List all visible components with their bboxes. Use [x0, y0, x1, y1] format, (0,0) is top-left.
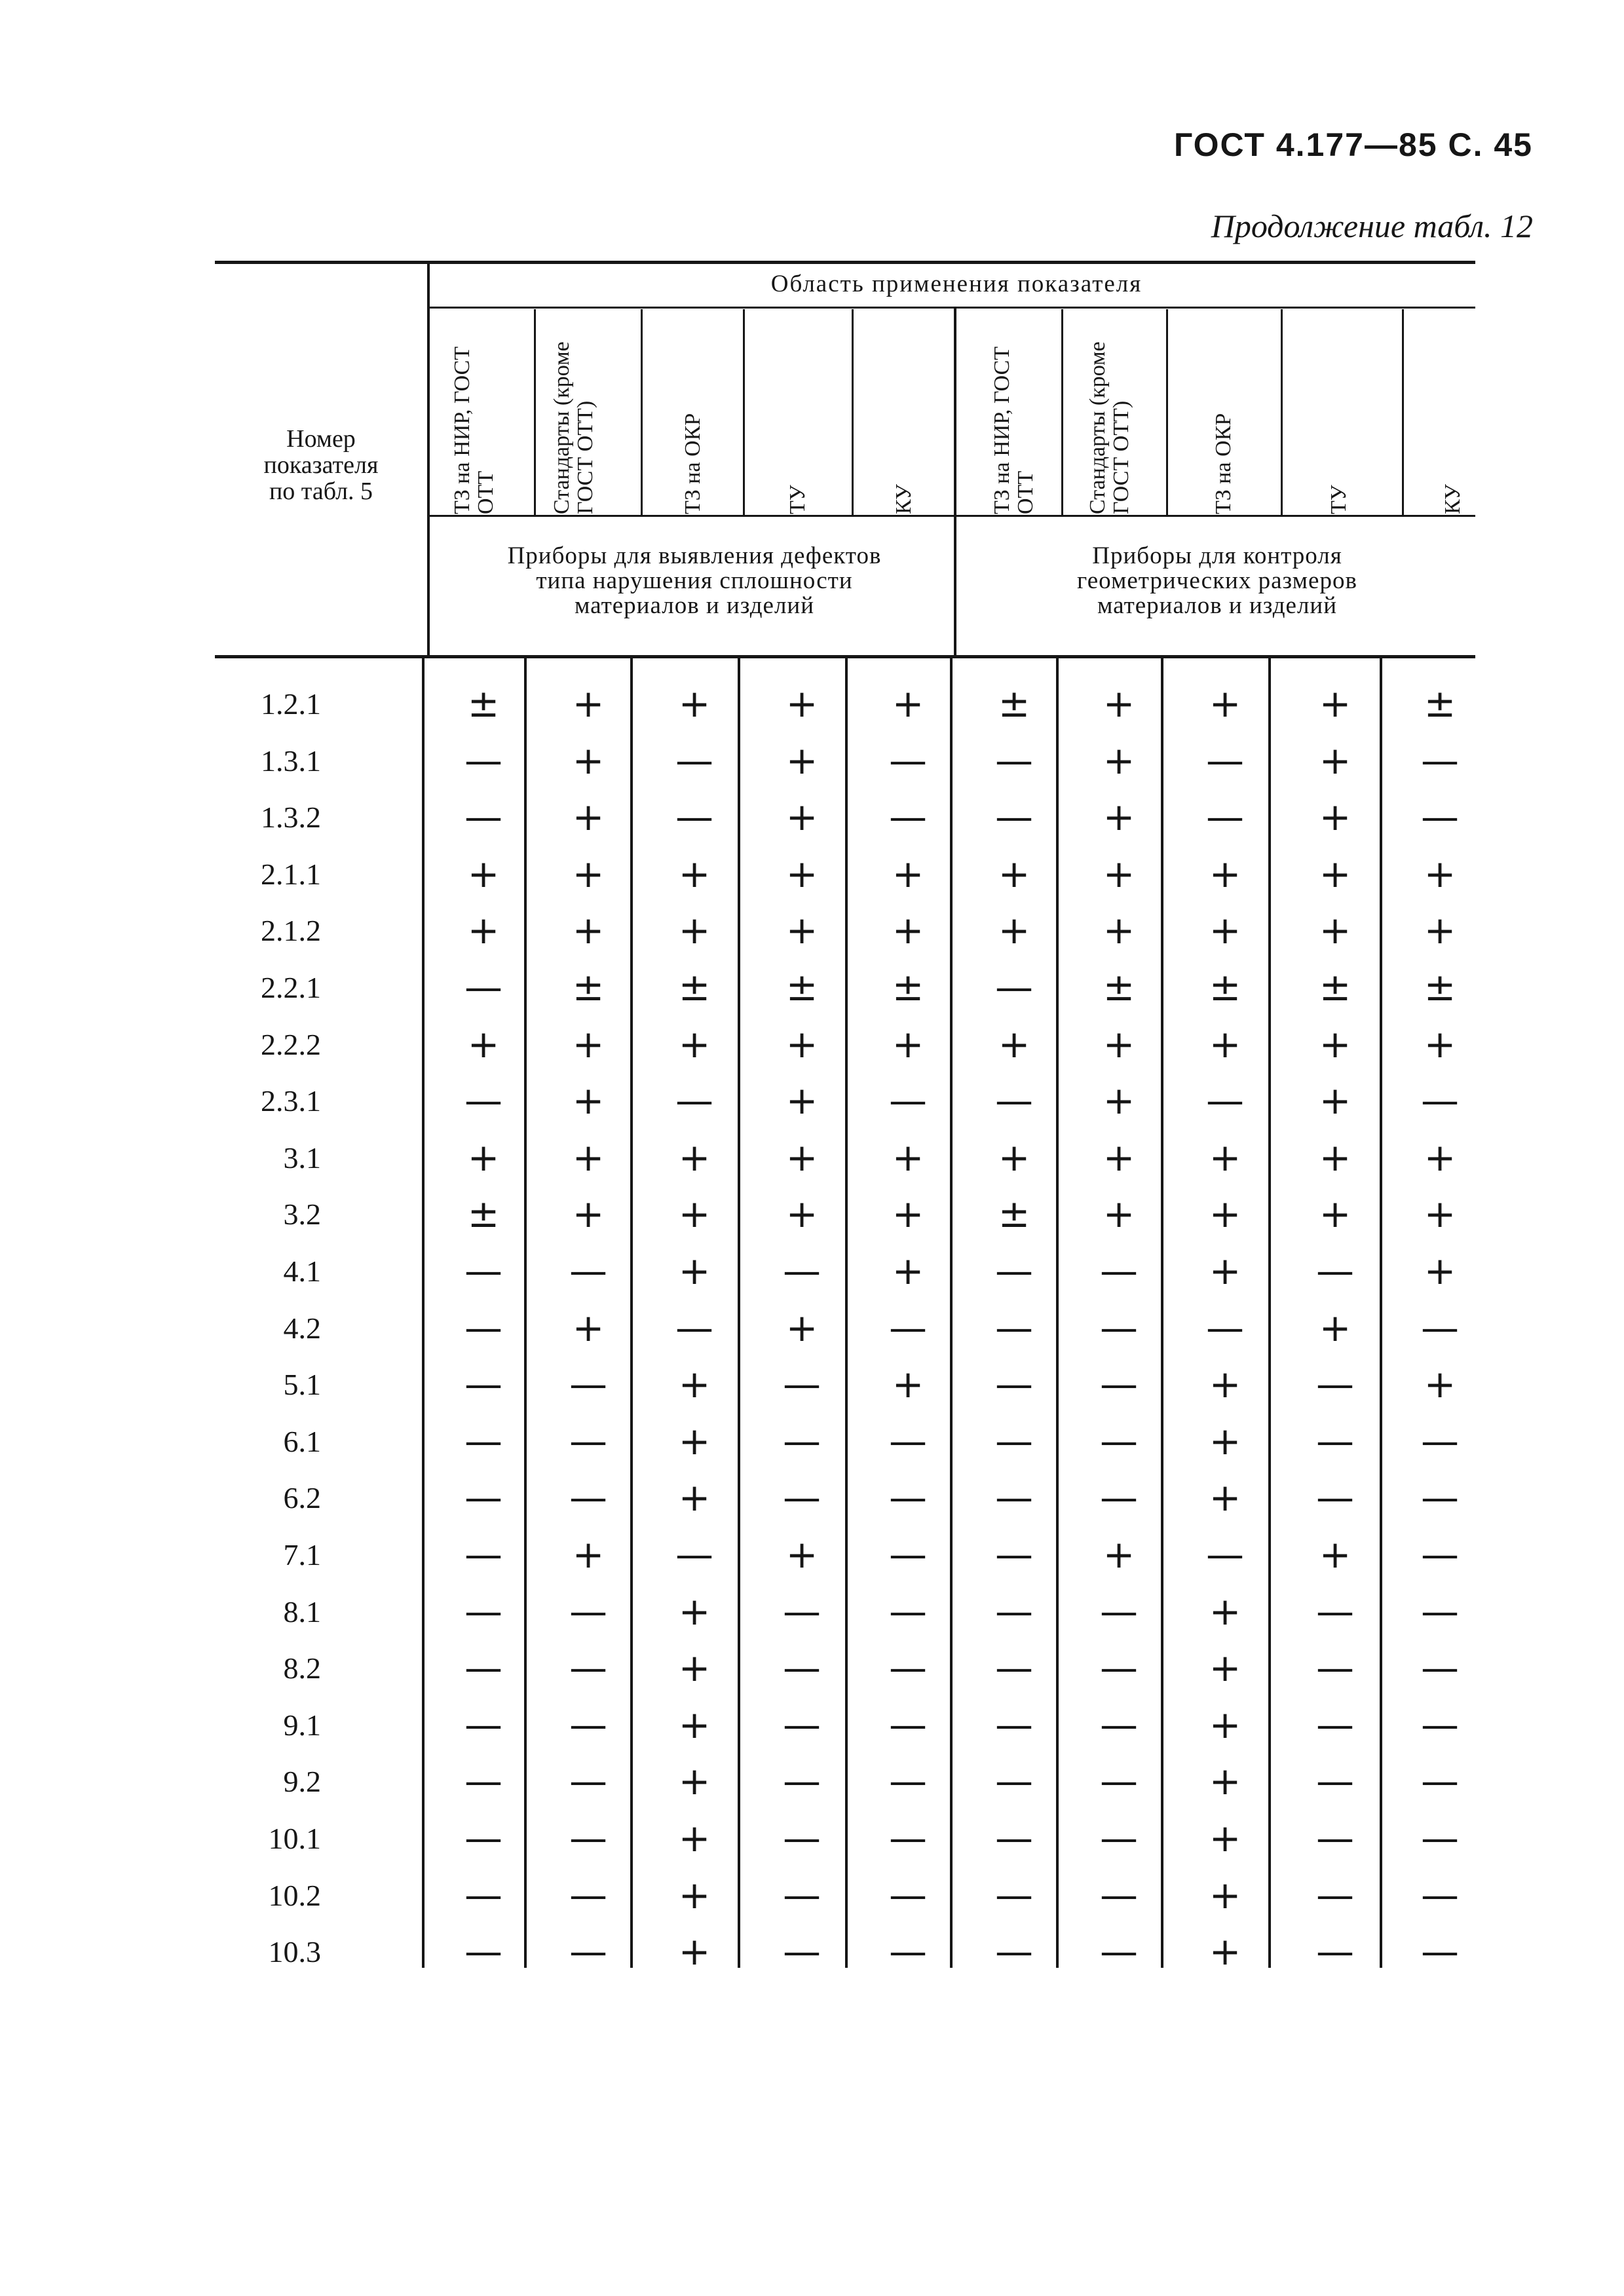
table-cell: ±	[467, 681, 500, 726]
table-cell: +	[1103, 1192, 1135, 1236]
table-cell: +	[1209, 852, 1241, 896]
table-cell: +	[678, 1475, 711, 1520]
table-cell: —	[464, 1929, 502, 1974]
table-cell: —	[1206, 795, 1244, 839]
table-cell: +	[1319, 795, 1351, 839]
table-cell: —	[889, 1475, 927, 1520]
table-cell: —	[1100, 1249, 1138, 1293]
row-number: 8.1	[283, 1595, 321, 1628]
table-cell: —	[569, 1362, 607, 1406]
table-cell: —	[889, 1078, 927, 1123]
table-cell: +	[572, 852, 605, 896]
table-cell: —	[569, 1646, 607, 1690]
table-cell: +	[1424, 852, 1456, 896]
row-number: 2.3.1	[261, 1084, 321, 1118]
column-heading: КУ	[892, 483, 916, 514]
table-cell: +	[1209, 1362, 1241, 1406]
table-cell: —	[1316, 1703, 1354, 1747]
table-cell: +	[1209, 1475, 1241, 1520]
table-cell: —	[783, 1646, 821, 1690]
table-cell: +	[1103, 795, 1135, 839]
table-cell: +	[1424, 1022, 1456, 1066]
table-cell: +	[785, 681, 818, 726]
table-cell: —	[569, 1589, 607, 1634]
table-cell: ±	[1103, 965, 1135, 1009]
table-cell: +	[678, 1703, 711, 1747]
table-cell: ±	[1424, 965, 1456, 1009]
table-cell: —	[1316, 1759, 1354, 1803]
group-title-geometry: Приборы для контроля геометрических размеров материалов и изделий	[1077, 542, 1357, 619]
number-column-separator	[427, 263, 430, 656]
row-number: 6.1	[283, 1425, 321, 1458]
row-number: 1.3.1	[261, 744, 321, 778]
table-cell: +	[572, 1135, 605, 1180]
table-cell: —	[783, 1929, 821, 1974]
table-cell: —	[889, 1646, 927, 1690]
table-cell: —	[1421, 738, 1459, 783]
row-number: 2.1.1	[261, 857, 321, 891]
table-cell: —	[1316, 1362, 1354, 1406]
table-cell: —	[995, 1589, 1033, 1634]
table-cell: —	[889, 1419, 927, 1463]
header-col-separator	[743, 309, 745, 515]
table-cell: —	[1421, 1532, 1459, 1577]
table-cell: +	[678, 1135, 711, 1180]
table-cell: —	[1206, 1306, 1244, 1350]
table-cell: +	[1103, 1532, 1135, 1577]
table-cell: +	[1209, 1646, 1241, 1690]
table-cell: —	[1316, 1475, 1354, 1520]
table-cell: +	[785, 1532, 818, 1577]
table-cell: —	[995, 795, 1033, 839]
header-col-separator	[852, 309, 854, 515]
table-cell: —	[1316, 1249, 1354, 1293]
table-cell: +	[678, 1362, 711, 1406]
table-cell: +	[1319, 908, 1351, 952]
table-cell: +	[998, 1022, 1030, 1066]
table-cell: +	[1319, 1306, 1351, 1350]
area-title-rule	[430, 307, 1475, 309]
table-cell: +	[1319, 852, 1351, 896]
table-cell: +	[892, 1022, 924, 1066]
table-cell: +	[1103, 852, 1135, 896]
table-cell: +	[1319, 738, 1351, 783]
row-number: 2.2.1	[261, 971, 321, 1004]
table-cell: —	[995, 1703, 1033, 1747]
table-cell: —	[1100, 1759, 1138, 1803]
table-cell: —	[1100, 1816, 1138, 1860]
table-cell: —	[569, 1475, 607, 1520]
column-heading: ТУ	[1327, 485, 1351, 514]
table-cell: —	[464, 1873, 502, 1917]
table-cell: +	[678, 1419, 711, 1463]
table-cell: +	[572, 681, 605, 726]
row-number: 2.1.2	[261, 914, 321, 947]
table-cell: +	[1103, 1135, 1135, 1180]
table-cell: +	[572, 908, 605, 952]
table-cell: —	[464, 1589, 502, 1634]
table-cell: +	[785, 1078, 818, 1123]
table-cell: +	[1103, 738, 1135, 783]
table-cell: —	[675, 1532, 713, 1577]
table-cell: +	[998, 908, 1030, 952]
table-cell: —	[889, 1816, 927, 1860]
table-cell: —	[1206, 1078, 1244, 1123]
table-cell: +	[785, 1192, 818, 1236]
table-cell: +	[678, 1816, 711, 1860]
table-cell: +	[572, 738, 605, 783]
table-cell: +	[998, 852, 1030, 896]
table-cell: —	[1421, 1703, 1459, 1747]
row-number: 10.3	[268, 1935, 321, 1968]
table-cell: +	[892, 1362, 924, 1406]
table-cell: +	[467, 852, 500, 896]
row-number: 3.2	[283, 1197, 321, 1231]
table-cell: +	[1209, 1873, 1241, 1917]
table-cell: —	[464, 1475, 502, 1520]
table-cell: +	[1319, 1022, 1351, 1066]
table-cell: ±	[467, 1192, 500, 1236]
table-cell: —	[995, 1249, 1033, 1293]
table-cell: —	[1421, 1475, 1459, 1520]
table-cell: +	[678, 908, 711, 952]
table-cell: +	[1103, 681, 1135, 726]
table-cell: +	[678, 1192, 711, 1236]
table-cell: —	[783, 1249, 821, 1293]
table-cell: +	[785, 738, 818, 783]
table-cell: +	[678, 1589, 711, 1634]
table-cell: —	[783, 1589, 821, 1634]
table-cell: +	[785, 1022, 818, 1066]
table-cell: —	[675, 795, 713, 839]
table-cell: —	[1316, 1816, 1354, 1860]
table-cell: +	[572, 1306, 605, 1350]
table-cell: —	[889, 1759, 927, 1803]
table-cell: —	[464, 1249, 502, 1293]
row-number: 7.1	[283, 1538, 321, 1571]
row-number: 1.3.2	[261, 800, 321, 834]
table-cell: +	[467, 1135, 500, 1180]
table-cell: +	[1319, 681, 1351, 726]
table-cell: +	[1103, 1022, 1135, 1066]
table-cell: ±	[572, 965, 605, 1009]
table-cell: —	[889, 1703, 927, 1747]
column-heading: ТЗ на НИР, ГОСТ ОТТ	[450, 346, 498, 514]
header-col-separator	[534, 309, 536, 515]
table-cell: —	[783, 1703, 821, 1747]
table-cell: —	[1421, 1873, 1459, 1917]
table-cell: ±	[998, 681, 1030, 726]
table-cell: +	[1103, 908, 1135, 952]
table-cell: —	[1421, 1759, 1459, 1803]
table-cell: +	[785, 908, 818, 952]
body-col-separator	[738, 658, 740, 1968]
table-cell: —	[889, 1306, 927, 1350]
row-number: 4.2	[283, 1311, 321, 1345]
table-cell: —	[783, 1362, 821, 1406]
column-heading: ТУ	[785, 485, 810, 514]
table-cell: —	[569, 1703, 607, 1747]
table-cell: —	[1100, 1873, 1138, 1917]
table-cell: ±	[998, 1192, 1030, 1236]
table-cell: —	[1421, 1646, 1459, 1690]
body-col-separator	[630, 658, 633, 1968]
table-cell: —	[995, 1873, 1033, 1917]
table-cell: —	[1100, 1419, 1138, 1463]
table-cell: —	[995, 1306, 1033, 1350]
header-col-separator	[1061, 309, 1063, 515]
table-cell: —	[464, 965, 502, 1009]
row-number: 8.2	[283, 1651, 321, 1685]
header-col-separator	[641, 309, 643, 515]
table-cell: +	[467, 908, 500, 952]
table-cell: —	[1316, 1929, 1354, 1974]
table-cell: —	[464, 1816, 502, 1860]
row-number: 6.2	[283, 1481, 321, 1515]
table-cell: +	[1319, 1532, 1351, 1577]
row-number: 3.1	[283, 1141, 321, 1175]
table-cell: —	[1421, 1419, 1459, 1463]
table-cell: +	[572, 795, 605, 839]
table-cell: +	[678, 1022, 711, 1066]
table-cell: —	[1316, 1589, 1354, 1634]
table-cell: —	[464, 1703, 502, 1747]
table-cell: +	[678, 681, 711, 726]
table-cell: —	[1421, 1816, 1459, 1860]
row-number: 10.2	[268, 1879, 321, 1912]
table-cell: +	[678, 1929, 711, 1974]
group-separator	[954, 308, 956, 656]
table-cell: +	[998, 1135, 1030, 1180]
table-cell: +	[892, 1192, 924, 1236]
table-cell: —	[995, 1646, 1033, 1690]
table-cell: —	[783, 1419, 821, 1463]
column-heading: Стандарты (кроме ГОСТ ОТТ)	[550, 341, 597, 514]
table-cell: —	[464, 795, 502, 839]
table-cell: +	[572, 1532, 605, 1577]
table-cell: +	[1209, 1759, 1241, 1803]
row-number: 10.1	[268, 1822, 321, 1855]
table-cell: —	[569, 1873, 607, 1917]
table-cell: —	[889, 738, 927, 783]
row-number: 9.2	[283, 1765, 321, 1798]
table-cell: —	[675, 1306, 713, 1350]
table-cell: ±	[1209, 965, 1241, 1009]
table-cell: —	[995, 1475, 1033, 1520]
table-cell: ±	[892, 965, 924, 1009]
table-cell: —	[1100, 1929, 1138, 1974]
header-col-separator	[1166, 309, 1168, 515]
table-cell: +	[1424, 1362, 1456, 1406]
table-cell: +	[572, 1022, 605, 1066]
table-cell: —	[889, 795, 927, 839]
table-cell: —	[889, 1532, 927, 1577]
table-cell: +	[1424, 908, 1456, 952]
table-cell: +	[785, 1135, 818, 1180]
column-heading: Стандарты (кроме ГОСТ ОТТ)	[1086, 341, 1133, 514]
column-heading: ТЗ на ОКР	[1211, 413, 1236, 514]
table-cell: ±	[678, 965, 711, 1009]
table-cell: +	[678, 852, 711, 896]
table-cell: —	[1100, 1646, 1138, 1690]
table-cell: —	[569, 1816, 607, 1860]
table-cell: —	[1421, 1589, 1459, 1634]
table-cell: —	[1100, 1703, 1138, 1747]
table-cell: —	[569, 1249, 607, 1293]
table-cell: —	[783, 1873, 821, 1917]
table-cell: —	[995, 965, 1033, 1009]
table-cell: —	[1316, 1873, 1354, 1917]
table-cell: —	[1100, 1306, 1138, 1350]
table-cell: +	[1319, 1135, 1351, 1180]
row-number: 2.2.2	[261, 1028, 321, 1061]
table-cell: +	[678, 1759, 711, 1803]
table-cell: +	[1209, 1192, 1241, 1236]
column-heading: ТЗ на ОКР	[681, 413, 705, 514]
table-top-rule	[215, 261, 1475, 264]
table-cell: —	[1421, 1078, 1459, 1123]
table-cell: +	[892, 1135, 924, 1180]
body-col-separator	[1056, 658, 1059, 1968]
table-cell: +	[1209, 1022, 1241, 1066]
table-cell: —	[464, 738, 502, 783]
table-cell: +	[467, 1022, 500, 1066]
table-cell: +	[678, 1646, 711, 1690]
column-heading: ТЗ на НИР, ГОСТ ОТТ	[990, 346, 1038, 514]
table-cell: +	[1209, 1135, 1241, 1180]
table-cell: ±	[785, 965, 818, 1009]
table-cell: —	[995, 738, 1033, 783]
table-cell: +	[572, 1078, 605, 1123]
table-cell: —	[995, 1816, 1033, 1860]
table-cell: +	[892, 908, 924, 952]
body-col-separator	[845, 658, 848, 1968]
table-cell: +	[1103, 1078, 1135, 1123]
page-header: ГОСТ 4.177—85 С. 45	[1173, 126, 1533, 163]
table-cell: —	[995, 1759, 1033, 1803]
table-cell: —	[464, 1646, 502, 1690]
table-cell: +	[678, 1873, 711, 1917]
table-cell: —	[995, 1362, 1033, 1406]
table-cell: —	[569, 1419, 607, 1463]
table-cell: —	[675, 738, 713, 783]
table-cell: —	[1421, 795, 1459, 839]
row-number: 4.1	[283, 1254, 321, 1288]
table-cell: —	[995, 1532, 1033, 1577]
table-cell: +	[1209, 681, 1241, 726]
table-continuation-label: Продолжение табл. 12	[1211, 208, 1533, 244]
table-cell: +	[1424, 1192, 1456, 1236]
table-cell: —	[1100, 1362, 1138, 1406]
table-cell: +	[572, 1192, 605, 1236]
table-cell: —	[464, 1078, 502, 1123]
table-cell: —	[1100, 1475, 1138, 1520]
table-cell: —	[464, 1362, 502, 1406]
column-heading-rule	[430, 515, 1475, 517]
table-cell: +	[1319, 1078, 1351, 1123]
table-cell: —	[1316, 1419, 1354, 1463]
header-col-separator	[1281, 309, 1283, 515]
table-cell: +	[892, 1249, 924, 1293]
table-cell: +	[785, 795, 818, 839]
table-cell: —	[464, 1306, 502, 1350]
table-cell: —	[1100, 1589, 1138, 1634]
table-cell: +	[1209, 1703, 1241, 1747]
table-cell: +	[785, 1306, 818, 1350]
table-cell: +	[1209, 1816, 1241, 1860]
table-cell: +	[892, 681, 924, 726]
number-column-header: Номер показателя по табл. 5	[263, 425, 379, 505]
table-cell: +	[1209, 1929, 1241, 1974]
table-cell: +	[1319, 1192, 1351, 1236]
table-cell: —	[783, 1759, 821, 1803]
table-cell: +	[1424, 1135, 1456, 1180]
body-col-separator	[1380, 658, 1382, 1968]
column-heading: КУ	[1441, 483, 1465, 514]
table-cell: +	[1209, 1589, 1241, 1634]
body-col-separator	[950, 658, 953, 1968]
group-title-defects: Приборы для выявления дефектов типа нарушения сплошности материалов и изделий	[507, 542, 882, 619]
table-cell: ±	[1424, 681, 1456, 726]
table-cell: —	[889, 1873, 927, 1917]
table-cell: —	[464, 1759, 502, 1803]
table-cell: —	[783, 1816, 821, 1860]
body-col-separator	[422, 658, 425, 1968]
table-cell: —	[464, 1419, 502, 1463]
table-cell: —	[995, 1078, 1033, 1123]
row-number: 5.1	[283, 1368, 321, 1401]
table-cell: —	[783, 1475, 821, 1520]
table-cell: —	[675, 1078, 713, 1123]
body-col-separator	[524, 658, 527, 1968]
table-cell: +	[1209, 908, 1241, 952]
table-cell: —	[889, 1589, 927, 1634]
table-cell: —	[1206, 1532, 1244, 1577]
table-cell: —	[889, 1929, 927, 1974]
table-cell: —	[1421, 1306, 1459, 1350]
table-cell: +	[678, 1249, 711, 1293]
row-number: 9.1	[283, 1708, 321, 1742]
header-col-separator	[1402, 309, 1404, 515]
body-col-separator	[1268, 658, 1271, 1968]
body-col-separator	[1161, 658, 1163, 1968]
table-cell: —	[995, 1929, 1033, 1974]
table-cell: —	[1206, 738, 1244, 783]
table-cell: +	[1209, 1419, 1241, 1463]
table-cell: +	[785, 852, 818, 896]
table-cell: —	[1316, 1646, 1354, 1690]
table-cell: +	[892, 852, 924, 896]
table-cell: ±	[1319, 965, 1351, 1009]
row-number: 1.2.1	[261, 687, 321, 721]
table-cell: —	[995, 1419, 1033, 1463]
area-title: Область применения показателя	[770, 271, 1142, 297]
table-cell: —	[569, 1759, 607, 1803]
table-cell: —	[569, 1929, 607, 1974]
table-cell: —	[464, 1532, 502, 1577]
table-cell: +	[1209, 1249, 1241, 1293]
table-cell: +	[1424, 1249, 1456, 1293]
table-cell: —	[1421, 1929, 1459, 1974]
